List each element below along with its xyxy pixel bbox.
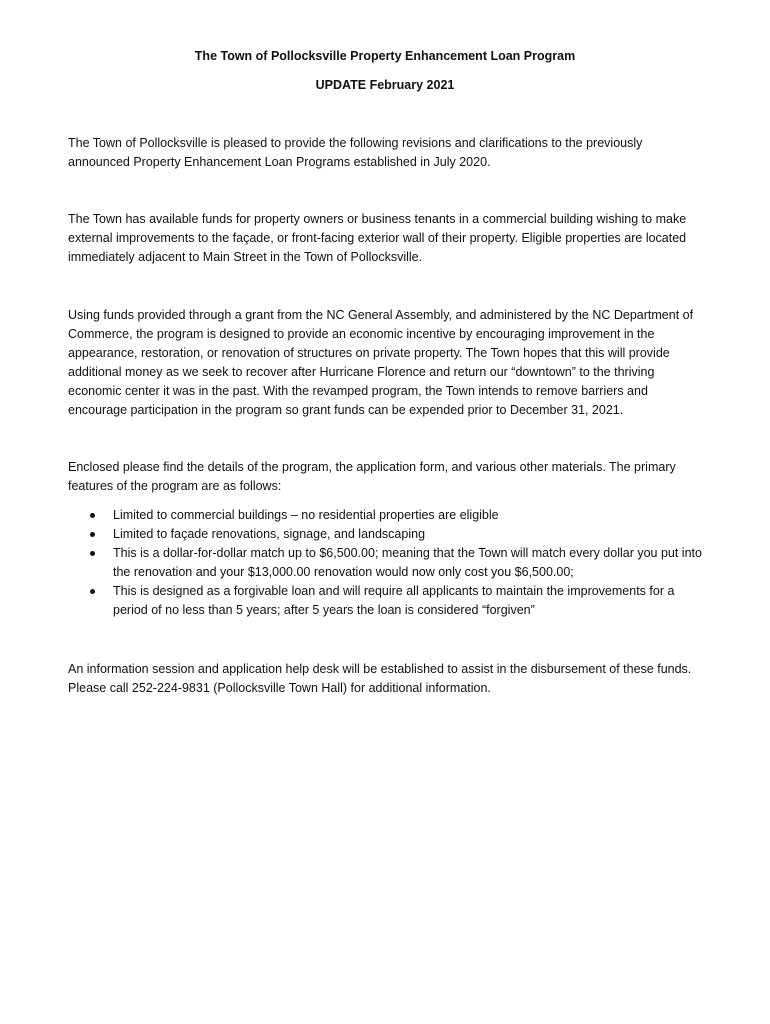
list-item-text: Limited to commercial buildings – no residential properties are eligible [113, 508, 499, 522]
list-item-text: Limited to façade renovations, signage, and landscaping [113, 527, 426, 541]
list-item [68, 525, 704, 544]
document-title: The Town of Pollocksville Property Enhancement Loan Program [194, 49, 576, 63]
program-paragraph: Using funds provided through a grant from the NC General Assembly, and administered by the NC Department of Commerce, the program is designed to provide an economic incentive by encouraging improvement in the appearance, restoration, or renovation of structures on private property. The Town hopes that this will provide additional money as we seek to recover after Hurricane Florence and return our “downtown” to the thriving economic center it was in the past. With the revamped program, the Town intends to remove barriers and encourage participation in the program so grant funds can be expended prior to December 31, 2021. [68, 308, 694, 417]
intro-paragraph: The Town of Pollocksville is pleased to provide the following revisions and clarifications to the previously announced Property Enhancement Loan Programs established in July 2020. [68, 136, 643, 169]
bullet-icon [90, 551, 95, 556]
bullet-icon [90, 532, 95, 537]
funds-paragraph: The Town has available funds for property owners or business tenants in a commercial building wishing to make external improvements to the façade, or front-facing exterior wall of their property. Eligible properties are located immediately adjacent to Main Street in the Town of Pollocksville. [68, 212, 687, 264]
list-item [68, 544, 704, 582]
document-subtitle: UPDATE February 2021 [315, 78, 455, 92]
enclosed-paragraph: Enclosed please find the details of the program, the application form, and various other materials. The primary features of the program are as follows: [68, 460, 676, 493]
list-item [68, 506, 704, 525]
list-item-text: This is designed as a forgivable loan and will require all applicants to maintain the improvements for a period of no less than 5 years; after 5 years the loan is considered “forgiven” [113, 584, 675, 617]
list-item [68, 582, 704, 620]
bullet-icon [90, 513, 95, 518]
bullet-icon [90, 589, 95, 594]
features-list [68, 506, 704, 620]
list-item-text: This is a dollar-for-dollar match up to $6,500.00; meaning that the Town will match every dollar you put into the renovation and your $13,000.00 renovation would now only cost you $6,500.00; [113, 546, 702, 579]
contact-paragraph: An information session and application help desk will be established to assist in the disbursement of these funds. Please call 252-224-9831 (Pollocksville Town Hall) for additional information. [68, 662, 692, 695]
